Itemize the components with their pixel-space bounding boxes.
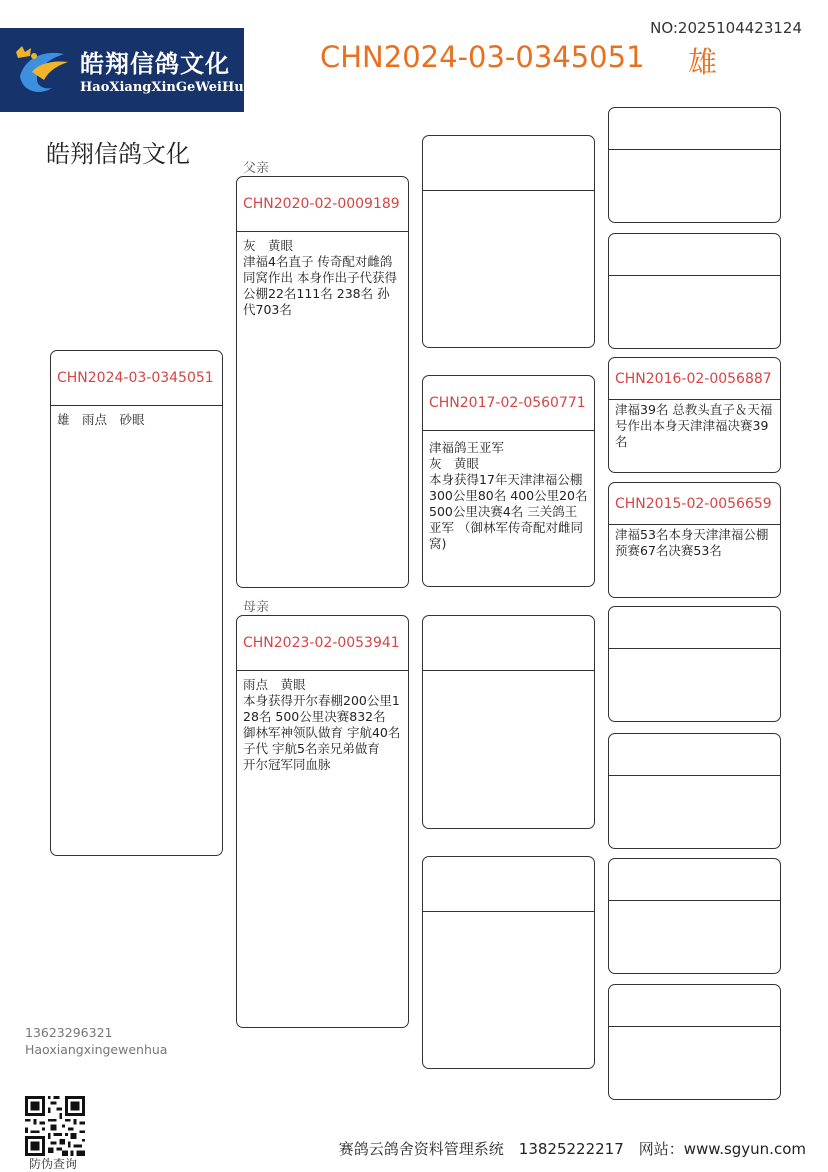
document-number: NO:2025104423124 xyxy=(650,19,802,37)
father-card-header xyxy=(237,177,408,232)
logo-banner xyxy=(0,28,253,112)
great-grandparent-card xyxy=(608,233,781,349)
great-grandparent-ring: CHN2015-02-0056659 xyxy=(615,495,772,512)
mother-card xyxy=(236,615,409,1028)
main-sex: 雄 xyxy=(688,45,718,79)
great-grandparent-card xyxy=(608,482,781,598)
great-grandparent-ring: CHN2016-02-0056887 xyxy=(615,370,772,387)
father-card xyxy=(236,176,409,588)
paternal-granddam-ring: CHN2017-02-0560771 xyxy=(429,395,586,411)
great-grandparent-detail-line: 津福39名 总教头直子＆天福号作出本身天津津福决赛39名 xyxy=(615,402,773,449)
paternal-granddam-details xyxy=(423,434,594,552)
logo-chinese-text: 皓翔信鸽文化 xyxy=(80,50,230,78)
mother-card-header xyxy=(237,616,408,671)
father-detail-line: 灰 黄眼 xyxy=(243,238,294,253)
paternal-granddam-card xyxy=(422,375,595,587)
subject-detail-line: 雄 雨点 砂眼 xyxy=(57,412,145,427)
paternal-granddam-detail-line: 津福鸽王亚军 xyxy=(429,440,505,455)
loft-name: 皓翔信鸽文化 xyxy=(46,140,190,168)
great-grandparent-card xyxy=(608,733,781,849)
paternal-grandsire-header xyxy=(423,136,594,191)
maternal-grandsire-header xyxy=(423,616,594,671)
father-label: 父亲 xyxy=(243,161,270,176)
mother-details xyxy=(237,671,408,773)
great-grandparent-details xyxy=(609,525,780,559)
father-detail-line: 津福4名直子 传奇配对雌鸽同窝作出 本身作出子代获得公棚22名111名 238名 孙代703名 xyxy=(243,254,397,317)
maternal-granddam-card xyxy=(422,856,595,1069)
contact-site-name: Haoxiangxingewenhua xyxy=(25,1042,168,1057)
great-grandparent-card xyxy=(608,984,781,1100)
great-grandparent-header xyxy=(609,234,780,276)
great-grandparent-detail-line: 津福53名本身天津津福公棚预赛67名决赛53名 xyxy=(615,527,769,558)
great-grandparent-card xyxy=(608,858,781,974)
qr-code-icon[interactable] xyxy=(25,1096,85,1156)
mother-label: 母亲 xyxy=(243,600,270,615)
mother-detail-line: 雨点 黄眼 xyxy=(243,677,306,692)
father-ring: CHN2020-02-0009189 xyxy=(243,196,400,212)
maternal-grandsire-card xyxy=(422,615,595,829)
great-grandparent-header xyxy=(609,607,780,649)
mother-detail-line: 本身获得开尔春棚200公里128名 500公里决赛832名 御林军神领队做育 宇航40名子代 宇航5名亲兄弟做育 开尔冠军同血脉 xyxy=(243,693,401,772)
paternal-granddam-detail-line: 灰 黄眼 xyxy=(429,456,480,471)
great-grandparent-header xyxy=(609,859,780,901)
great-grandparent-header xyxy=(609,108,780,150)
paternal-grandsire-card xyxy=(422,135,595,348)
great-grandparent-card xyxy=(608,357,781,473)
subject-card-header xyxy=(51,351,222,406)
maternal-granddam-header xyxy=(423,857,594,912)
great-grandparent-card xyxy=(608,606,781,722)
great-grandparent-header xyxy=(609,734,780,776)
subject-card xyxy=(50,350,223,856)
mother-ring: CHN2023-02-0053941 xyxy=(243,635,400,651)
great-grandparent-card xyxy=(608,107,781,223)
logo-english-text: HaoXiangXinGeWeiHua xyxy=(80,80,253,95)
paternal-granddam-header xyxy=(423,376,594,431)
system-footer-text: 赛鸽云鸽舍资料管理系统 13825222217 网站：www.sgyun.com xyxy=(338,1140,806,1158)
anti-counterfeit-label: 防伪查询 xyxy=(29,1157,78,1171)
contact-phone: 13623296321 xyxy=(25,1025,113,1040)
great-grandparent-header xyxy=(609,483,780,525)
pigeon-logo-icon xyxy=(12,42,74,98)
subject-details xyxy=(51,406,222,428)
main-ring-number: CHN2024-03-0345051 xyxy=(320,40,645,74)
great-grandparent-header xyxy=(609,358,780,400)
father-details xyxy=(237,232,408,318)
great-grandparent-header xyxy=(609,985,780,1027)
paternal-granddam-detail-line: 本身获得17年天津津福公棚300公里80名 400公里20名 500公里决赛4名 三关鸽王亚军 （御林军传奇配对雌同窝) xyxy=(429,472,588,551)
subject-ring: CHN2024-03-0345051 xyxy=(57,370,214,386)
great-grandparent-details xyxy=(609,400,780,450)
